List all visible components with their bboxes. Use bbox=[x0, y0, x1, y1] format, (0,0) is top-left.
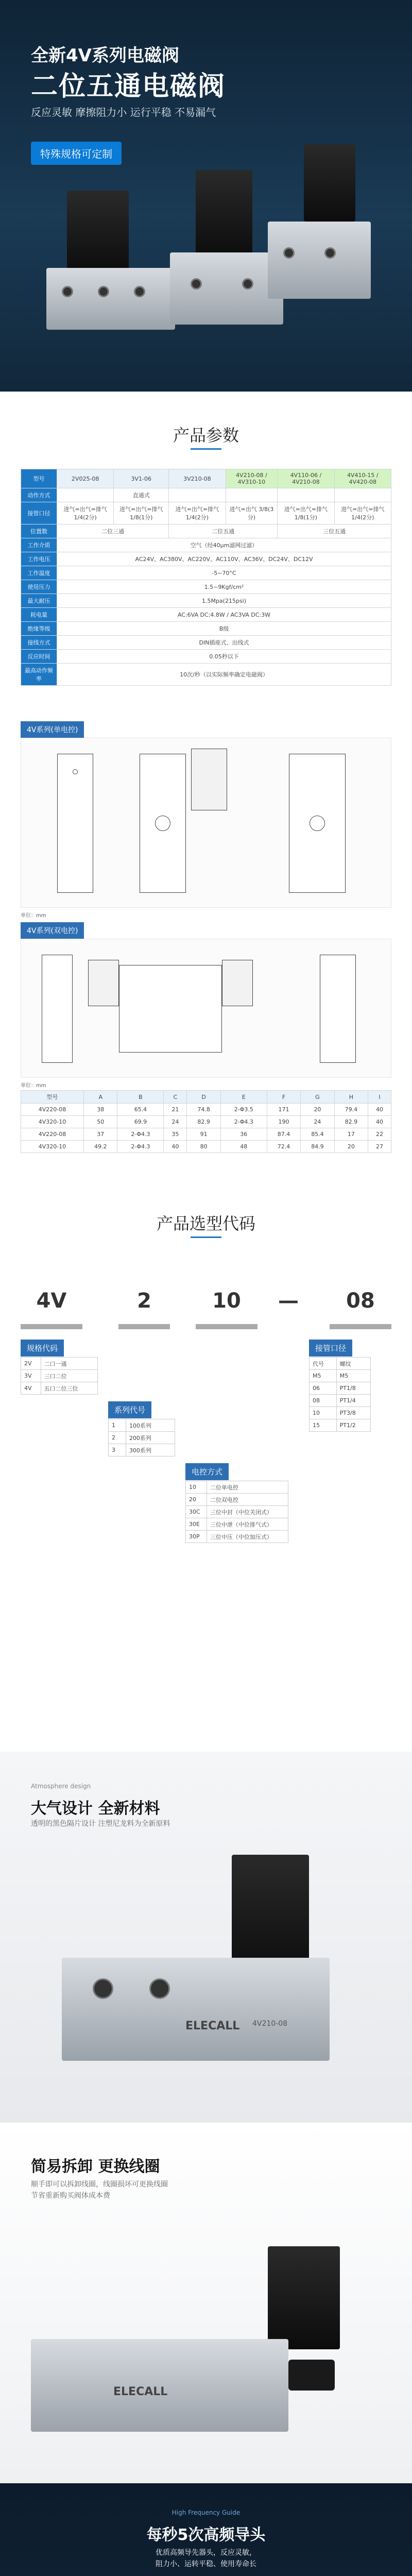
spec-cell: 4V410-15 / 4V420-08 bbox=[334, 469, 391, 488]
feature-tag: Atmosphere design bbox=[31, 1783, 91, 1790]
feature-desc-1: 顺手即可以拆卸线圈，线圈损坏可更换线圈 bbox=[31, 2180, 168, 2189]
dimension-table bbox=[21, 1090, 391, 1153]
code-cell: M5 bbox=[336, 1370, 370, 1382]
code-cell: M5 bbox=[310, 1370, 337, 1382]
spec-cell: AC:6VA DC:4.8W / AC3VA DC:3W bbox=[57, 608, 391, 622]
model-text: 4V210-08 bbox=[252, 2020, 288, 2028]
dim-cell: 24 bbox=[164, 1116, 187, 1128]
code-cell: 20 bbox=[186, 1494, 207, 1506]
dim-cell: 85.4 bbox=[301, 1128, 334, 1141]
dim-cell: 82.9 bbox=[187, 1116, 220, 1128]
spec-label: 工作温度 bbox=[21, 566, 57, 580]
model-title: 产品选型代码 bbox=[156, 1214, 255, 1233]
dim-header: 型号 bbox=[21, 1091, 84, 1104]
dim-cell: 35 bbox=[164, 1128, 187, 1141]
spec-cell: 进气=出气=排气 1/8(1分) bbox=[114, 502, 169, 524]
dim-cell: 40 bbox=[164, 1141, 187, 1153]
dim-cell: 4V220-08 bbox=[21, 1128, 84, 1141]
dim-cell: 91 bbox=[187, 1128, 220, 1141]
spec-cell: B级 bbox=[57, 622, 391, 636]
spec-code-title: 规格代码 bbox=[21, 1340, 64, 1357]
dim-cell: 171 bbox=[267, 1104, 300, 1116]
spec-cell: 进气=出气=排气 1/8(1分) bbox=[278, 502, 334, 524]
code-cell: 三位中封（中位关闭式） bbox=[207, 1506, 288, 1518]
code-cell: 五口二位三位 bbox=[41, 1382, 98, 1395]
feature-design bbox=[0, 1752, 412, 2123]
spec-label: 接管口径 bbox=[21, 502, 57, 524]
feature-desc: 透明的黑色隔片设计 注塑尼龙料为全新原料 bbox=[31, 1820, 170, 1828]
code-cell: 4V bbox=[21, 1382, 41, 1395]
spec-cell: 1.5Mpa(215psi) bbox=[57, 594, 391, 608]
spec-cell bbox=[334, 488, 391, 502]
spec-cell: 二位三通 bbox=[57, 524, 169, 538]
spec-cell: 进气=出气=排气 1/4(2分) bbox=[334, 502, 391, 524]
code-cell: 08 bbox=[310, 1395, 337, 1407]
spec-cell: 4V110-06 / 4V210-08 bbox=[278, 469, 334, 488]
dim-cell: 21 bbox=[164, 1104, 187, 1116]
code-part-action: 10 bbox=[212, 1289, 241, 1313]
dim-cell: 65.4 bbox=[117, 1104, 164, 1116]
code-cell: 30E bbox=[186, 1518, 207, 1531]
dim-header: E bbox=[220, 1091, 267, 1104]
feature-desc-1: 优质高频导先器头，反应灵敏， bbox=[156, 2549, 256, 2557]
spec-label: 接线方式 bbox=[21, 636, 57, 650]
code-bar bbox=[21, 1324, 82, 1329]
hero-banner bbox=[0, 0, 412, 392]
spec-label: 最高动作频率 bbox=[21, 664, 57, 686]
dim-cell: 2-Φ4.3 bbox=[220, 1116, 267, 1128]
spec-code-table bbox=[21, 1357, 98, 1395]
dim-cell: 72.4 bbox=[267, 1141, 300, 1153]
model-code-section bbox=[0, 1164, 412, 1752]
dim-cell: 49.2 bbox=[84, 1141, 117, 1153]
dim-cell: 4V320-10 bbox=[21, 1141, 84, 1153]
dim-header: C bbox=[164, 1091, 187, 1104]
product-params bbox=[0, 392, 412, 1164]
dim-cell: 22 bbox=[368, 1128, 391, 1141]
port-title: 接管口径 bbox=[309, 1340, 352, 1357]
feature-title: 大气设计 全新材料 bbox=[31, 1800, 160, 1818]
spec-cell: -5~70°C bbox=[57, 566, 391, 580]
hero-subtitle: 反应灵敏 摩擦阻力小 运行平稳 不易漏气 bbox=[31, 106, 216, 118]
drawing-single-control bbox=[21, 738, 391, 908]
spec-cell bbox=[278, 488, 334, 502]
unit-text-2: 单位：mm bbox=[21, 1083, 46, 1089]
drawing-label-single: 4V系列(单电控) bbox=[21, 721, 84, 738]
code-cell: 二位双电控 bbox=[207, 1494, 288, 1506]
spec-label: 工作电压 bbox=[21, 552, 57, 566]
feature-title: 每秒5次高频导头 bbox=[146, 2526, 266, 2544]
spec-cell: 进气=出气=排气 1/4(2分) bbox=[57, 502, 114, 524]
code-part-port: 08 bbox=[346, 1289, 375, 1313]
code-bar bbox=[330, 1324, 391, 1329]
spec-cell: 2V025-08 bbox=[57, 469, 114, 488]
dim-cell: 20 bbox=[301, 1104, 334, 1116]
spec-label: 最大耐压 bbox=[21, 594, 57, 608]
spec-label: 位置数 bbox=[21, 524, 57, 538]
spec-label: 型号 bbox=[21, 469, 57, 488]
code-cell: 三口二位 bbox=[41, 1370, 98, 1382]
port-table bbox=[309, 1357, 371, 1432]
code-cell: PT1/2 bbox=[336, 1419, 370, 1432]
feature-title: 简易拆卸 更换线圈 bbox=[31, 2158, 160, 2176]
code-bar bbox=[118, 1324, 170, 1329]
feature-frequency bbox=[0, 2483, 412, 2576]
feature-coil bbox=[0, 2123, 412, 2483]
code-cell: PT3/8 bbox=[336, 1407, 370, 1419]
code-cell: 15 bbox=[310, 1419, 337, 1432]
code-cell: 三位中压（中位加压式） bbox=[207, 1531, 288, 1543]
params-title: 产品参数 bbox=[173, 426, 239, 445]
dim-cell: 87.4 bbox=[267, 1128, 300, 1141]
spec-cell: 直通式 bbox=[114, 488, 169, 502]
dim-cell: 74.8 bbox=[187, 1104, 220, 1116]
dim-header: A bbox=[84, 1091, 117, 1104]
valve-image-1 bbox=[46, 185, 175, 340]
dim-cell: 20 bbox=[334, 1141, 368, 1153]
dim-cell: 69.9 bbox=[117, 1116, 164, 1128]
dim-header: H bbox=[334, 1091, 368, 1104]
code-cell: 300系列 bbox=[126, 1444, 175, 1456]
spec-label: 耗电量 bbox=[21, 608, 57, 622]
spec-cell: 4V210-08 / 4V310-10 bbox=[226, 469, 278, 488]
code-bar bbox=[196, 1324, 258, 1329]
spec-cell: AC24V、AC380V、AC220V、AC110V、AC36V、DC24V、DC12V bbox=[57, 552, 391, 566]
dim-header: F bbox=[267, 1091, 300, 1104]
spec-label: 绝缘等级 bbox=[21, 622, 57, 636]
custom-badge: 特殊规格可定制 bbox=[31, 142, 122, 165]
code-cell: 10 bbox=[310, 1407, 337, 1419]
unit-text-1: 单位：mm bbox=[21, 913, 46, 919]
series-title: 系列代号 bbox=[108, 1401, 151, 1418]
dim-cell: 38 bbox=[84, 1104, 117, 1116]
valve-image-3 bbox=[268, 144, 371, 319]
spec-cell: 进气=出气=排气 1/4(2分) bbox=[169, 502, 226, 524]
valve-photo-2 bbox=[31, 2236, 381, 2452]
spec-label: 反应时间 bbox=[21, 650, 57, 664]
code-cell: 30P bbox=[186, 1531, 207, 1543]
series-table bbox=[108, 1419, 175, 1456]
spec-cell: DIN插座式、出线式 bbox=[57, 636, 391, 650]
code-cell: PT1/8 bbox=[336, 1382, 370, 1395]
drawing-double-control bbox=[21, 939, 391, 1078]
dim-cell: 84.9 bbox=[301, 1141, 334, 1153]
code-cell: 10 bbox=[186, 1481, 207, 1494]
spec-cell: 二位五通 bbox=[169, 524, 278, 538]
code-cell: 代号 bbox=[310, 1358, 337, 1370]
spec-cell: 空气（经40μm滤网过滤） bbox=[57, 538, 391, 552]
code-cell: 200系列 bbox=[126, 1432, 175, 1444]
dim-cell: 4V220-08 bbox=[21, 1104, 84, 1116]
code-cell: 3 bbox=[109, 1444, 126, 1456]
hero-title-1: 全新4V系列电磁阀 bbox=[31, 45, 179, 66]
dim-header: G bbox=[301, 1091, 334, 1104]
spec-cell: 3V210-08 bbox=[169, 469, 226, 488]
code-row bbox=[21, 1283, 391, 1319]
code-cell: 2 bbox=[109, 1432, 126, 1444]
dim-cell: 36 bbox=[220, 1128, 267, 1141]
brand-text: ELECALL bbox=[185, 2020, 240, 2032]
dim-cell: 27 bbox=[368, 1141, 391, 1153]
spec-cell: 三位五通 bbox=[278, 524, 391, 538]
dim-header: B bbox=[117, 1091, 164, 1104]
code-cell: 三位中泄（中位排气式） bbox=[207, 1518, 288, 1531]
feature-desc-2: 节省重新购买阀体成本费 bbox=[31, 2192, 110, 2200]
dim-header: D bbox=[187, 1091, 220, 1104]
code-part-4v: 4V bbox=[36, 1289, 67, 1313]
spec-cell: 1.5~9Kgf/cm² bbox=[57, 580, 391, 594]
dim-cell: 80 bbox=[187, 1141, 220, 1153]
spec-cell: 10次/秒（以实际频率确定电磁阀） bbox=[57, 664, 391, 686]
code-cell: 二口一通 bbox=[41, 1358, 98, 1370]
dim-cell: 2-Φ3.5 bbox=[220, 1104, 267, 1116]
hero-title-2: 二位五通电磁阀 bbox=[31, 71, 226, 102]
dim-cell: 190 bbox=[267, 1116, 300, 1128]
code-cell: 1 bbox=[109, 1419, 126, 1432]
dim-cell: 2-Φ4.3 bbox=[117, 1128, 164, 1141]
dim-cell: 24 bbox=[301, 1116, 334, 1128]
code-cell: 100系列 bbox=[126, 1419, 175, 1432]
code-cell: 二位单电控 bbox=[207, 1481, 288, 1494]
feature-tag: High Frequency Guide bbox=[171, 2509, 241, 2516]
valve-image-2 bbox=[170, 170, 283, 340]
spec-cell: 进气=出气 3/8(3分) bbox=[226, 502, 278, 524]
dim-cell: 4V320-10 bbox=[21, 1116, 84, 1128]
dim-cell: 17 bbox=[334, 1128, 368, 1141]
spec-cell: 3V1-06 bbox=[114, 469, 169, 488]
dim-cell: 40 bbox=[368, 1104, 391, 1116]
code-cell: 2V bbox=[21, 1358, 41, 1370]
code-cell: 06 bbox=[310, 1382, 337, 1395]
spec-cell bbox=[169, 488, 226, 502]
dim-cell: 82.9 bbox=[334, 1116, 368, 1128]
title-underline bbox=[191, 448, 221, 450]
dim-cell: 79.4 bbox=[334, 1104, 368, 1116]
code-cell: PT1/4 bbox=[336, 1395, 370, 1407]
drawing-label-double: 4V系列(双电控) bbox=[21, 922, 84, 939]
spec-cell bbox=[226, 488, 278, 502]
brand-text: ELECALL bbox=[113, 2385, 168, 2398]
dim-cell: 48 bbox=[220, 1141, 267, 1153]
code-cell: 30C bbox=[186, 1506, 207, 1518]
spec-label: 动作方式 bbox=[21, 488, 57, 502]
spec-label: 工作介质 bbox=[21, 538, 57, 552]
code-cell: 3V bbox=[21, 1370, 41, 1382]
code-cell: 螺纹 bbox=[336, 1358, 370, 1370]
code-part-dash: — bbox=[278, 1289, 299, 1313]
dim-cell: 37 bbox=[84, 1128, 117, 1141]
spec-cell: 0.05秒以下 bbox=[57, 650, 391, 664]
action-table bbox=[185, 1481, 288, 1543]
dim-cell: 2-Φ4.3 bbox=[117, 1141, 164, 1153]
dim-cell: 50 bbox=[84, 1116, 117, 1128]
spec-cell bbox=[57, 488, 114, 502]
spec-label: 使用压力 bbox=[21, 580, 57, 594]
code-part-series: 2 bbox=[137, 1289, 151, 1313]
dim-header: I bbox=[368, 1091, 391, 1104]
feature-desc-2: 阻力小、运转平稳、使用寿命长 bbox=[156, 2560, 256, 2568]
dim-cell: 40 bbox=[368, 1116, 391, 1128]
action-title: 电控方式 bbox=[185, 1463, 229, 1480]
spec-table bbox=[21, 469, 391, 686]
title-underline bbox=[191, 1236, 221, 1238]
valve-photo-1 bbox=[62, 1855, 350, 2081]
